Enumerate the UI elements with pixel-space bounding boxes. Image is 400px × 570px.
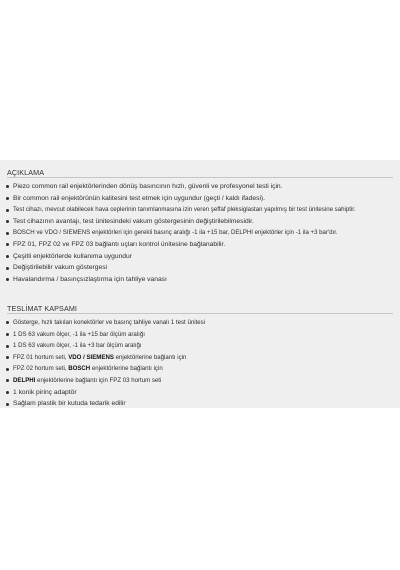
list-item-text: enjektörlerine bağlantı için FPZ 03 hortum seti [35,376,162,384]
bullet-icon [6,197,9,200]
list-item-text: Gösterge, hızlı takılan konektörler ve basınç tahliye vanalı 1 test ünitesi [13,319,206,326]
delivery-scope-heading: TESLİMAT KAPSAMI [7,304,78,313]
list-item-text: Piezo common rail enjektörlerinden dönüş basıncının hızlı, güvenli ve profesyonel testi için. [13,183,283,190]
list-item-text: Test cihazının avantajı, test ünitesindeki vakum göstergesinin değiştirilebilmesidir. [13,217,254,225]
bullet-icon [6,185,9,188]
bullet-icon [6,220,9,223]
description-heading: AÇIKLAMA [7,168,45,177]
list-item-text: Sağlam plastik bir kutuda tedarik edilir [13,400,126,408]
list-item-text: Çeşitli enjektörlerde kullanıma uygundur [13,252,132,260]
list-item-text: enjektörlerine bağlantı için [90,365,163,373]
bullet-icon [6,333,9,336]
list-item-brand: DELPHI [13,376,36,384]
list-item-brand: BOSCH [68,365,91,373]
bullet-icon [6,267,9,270]
bullet-icon [6,232,9,235]
list-item [0,274,400,286]
list-item [0,352,400,364]
bullet-icon [6,345,9,348]
list-item-text: 1 DS 63 vakum ölçer, -1 ila +3 bar ölçüm aralığı [13,342,142,350]
list-item [0,227,400,239]
bullet-icon [6,379,9,382]
list-item-text: 1 konik pirinç adaptör [13,388,77,396]
bullet-icon [6,403,9,406]
list-item [0,216,400,228]
product-info-panel [0,160,400,408]
bullet-icon [6,243,9,246]
list-item [0,262,400,274]
list-item-text: Havalandırma / basınçsızlaştırma için tahliye vanası [13,275,167,283]
bullet-icon [6,321,9,324]
bullet-icon [6,209,9,212]
list-item-text: enjektörlerine bağlantı için [113,353,187,361]
list-item-text: 1 DS 63 vakum ölçer, -1 ila +15 bar ölçüm aralığı [13,330,145,338]
delivery-scope-list [0,317,400,410]
list-item-text: FPZ 01, FPZ 02 ve FPZ 03 bağlantı uçları kontrol ünitesine bağlanabilir. [13,240,226,248]
list-item-text: Değiştirilebilir vakum göstergesi [13,264,108,272]
list-item [0,239,400,251]
list-item [0,340,400,352]
bullet-icon [6,278,9,281]
list-item [0,375,400,387]
list-item [0,398,400,410]
list-item-text: FPZ 02 hortum seti, [13,365,69,373]
bullet-icon [6,391,9,394]
list-item-text: FPZ 01 hortum seti, [13,353,69,361]
list-item [0,317,400,329]
description-divider [7,177,393,178]
list-item-text: Bir common rail enjektörünün kalitesini test etmek için uygundur (geçti / kaldı ifadesi). [13,194,266,202]
description-list [0,181,400,285]
list-item [0,251,400,263]
list-item [0,329,400,341]
list-item [0,193,400,205]
list-item [0,204,400,216]
list-item [0,387,400,399]
bullet-icon [6,356,9,359]
delivery-scope-divider [7,313,393,314]
list-item-text: Test cihazı, mevcut olabilecek hava ceplerinin tanımlanmasına izin veren şeffaf pleksiglastan yapılmış bir test ünitesine sahiptir. [13,206,356,214]
bullet-icon [6,368,9,371]
list-item [0,181,400,193]
list-item-text: BOSCH ve VDO / SIEMENS enjektörleri için gerekli basınç aralığı -1 ila +15 bar, DELPHI enjektörler için -1 ila +3 bar'dır. [13,229,338,237]
bullet-icon [6,255,9,258]
list-item-brand: VDO / SIEMENS [68,353,114,361]
list-item [0,363,400,375]
